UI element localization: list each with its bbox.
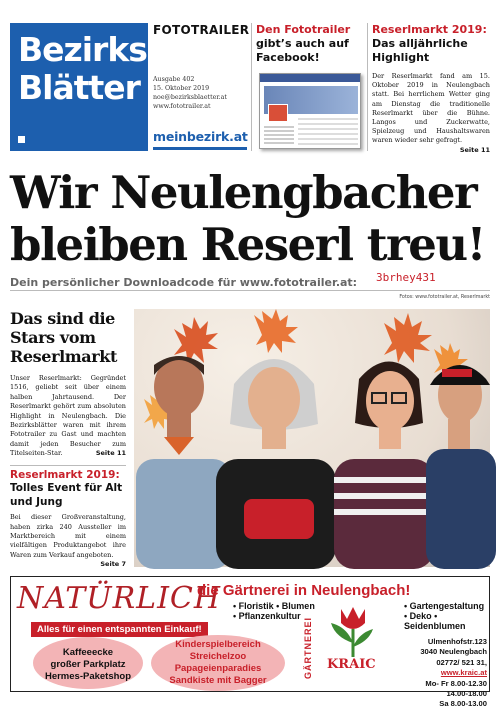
issue-email[interactable]: noe@bezirksblaetter.at: [153, 94, 227, 101]
download-code-row: [10, 271, 490, 291]
facebook-teaser-line2: gibt’s auch auf: [256, 37, 349, 50]
facebook-teaser-line3: Facebook!: [256, 51, 320, 64]
story2-kicker: Reserlmarkt 2019:: [10, 468, 120, 481]
logo-line1: Bezirks: [18, 30, 147, 69]
ad-address-line: Ulmenhofstr.123: [427, 637, 487, 646]
ad-brand: KRAIC: [327, 657, 376, 672]
reserlmarkt-teaser-body: [372, 72, 490, 154]
facebook-topbar: [260, 74, 360, 82]
reserlmarkt-teaser-kicker: Reserlmarkt 2019:: [372, 23, 487, 36]
download-code[interactable]: 3brhey431: [376, 271, 436, 284]
story2-body: [10, 513, 126, 569]
ad-tagline: die Gärtnerei in Neulengbach!: [197, 582, 411, 599]
issue-meta: [153, 75, 227, 111]
reserlmarkt-teaser[interactable]: [372, 23, 490, 155]
site-rule: [153, 147, 247, 150]
issue-web[interactable]: www.fototrailer.at: [153, 103, 211, 110]
reserlmarkt-teaser-heading: [372, 23, 490, 65]
reserlmarkt-teaser-ref[interactable]: Seite 11: [459, 145, 490, 154]
cover-photo: [134, 309, 490, 567]
ad-amenities-left: [33, 647, 143, 683]
meinbezirk-link[interactable]: meinbezirk.at: [153, 129, 248, 144]
ad-amenity: Sandkiste mit Bagger: [169, 675, 267, 686]
ad-hours: Sa 8.00-13.00: [439, 699, 487, 709]
logo-line2: Blätter: [18, 68, 140, 107]
ad-amenities-right: [151, 639, 285, 687]
story2-heading[interactable]: [10, 469, 126, 510]
fototrailer-info: [153, 23, 248, 151]
person-3: [334, 362, 434, 570]
story-separator: [10, 465, 126, 466]
ad-phone[interactable]: 02772/ 521 31,: [436, 657, 487, 667]
facebook-teaser-line1: Den Fototrailer: [256, 23, 351, 36]
headline-line2: bleiben Reserl treu!: [10, 218, 485, 271]
ad-amenity: Streichelzoo: [189, 651, 247, 662]
person-4: [426, 365, 496, 569]
divider: [367, 23, 368, 151]
person-2: [216, 359, 336, 569]
ad-amenity: Kaffeeecke: [62, 647, 114, 658]
photo-credit: Fotos: www.fototrailer.at, Reserlmarkt: [399, 295, 490, 300]
tulip-logo-icon: [323, 603, 383, 659]
story2-text: Bei dieser Großveranstaltung, haben zirka 240 Aussteller im Marktbereich mit einem vielfältigen Produktangebot ihre Waren zum Verkauf angeboten.: [10, 513, 126, 559]
issue-date: 15. Oktober 2019: [153, 85, 210, 92]
facebook-screenshot: [259, 73, 361, 149]
facebook-feed: [298, 118, 358, 146]
ad-services-right: [404, 601, 489, 631]
ad-amenity: Papageienparadies: [174, 663, 262, 674]
story1-ref[interactable]: Seite 11: [95, 449, 126, 458]
divider: [251, 23, 252, 151]
headline-line1: Wir Neulengbacher: [10, 166, 477, 219]
ad-amenity: großer Parkplatz: [50, 659, 126, 670]
facebook-teaser[interactable]: [256, 23, 364, 151]
ad-service: • Pflanzenkultur: [233, 611, 301, 621]
facebook-sidebar: [264, 126, 294, 146]
ad-address-line: 3040 Neulengbach: [420, 647, 487, 657]
ad-hours: Mo- Fr 8.00-12.30 14.00-18.00: [425, 678, 487, 699]
ad-banner: Alles für einen entspannten Einkauf!: [31, 622, 208, 637]
bezirksblaetter-logo[interactable]: [10, 23, 148, 151]
ad-service: • Gartengestaltung: [404, 601, 485, 611]
issue-number: Ausgabe 402: [153, 76, 195, 83]
advertisement-kraic[interactable]: [10, 576, 490, 709]
ad-amenity: Hermes-Paketshop: [44, 671, 132, 682]
download-code-label: Dein persönlicher Downloadcode für www.fototrailer.at:: [10, 276, 358, 289]
left-column: [10, 309, 126, 570]
reserlmarkt-teaser-text: Der Reserlmarkt fand am 15. Oktober 2019 in Neulengbach statt. Bei herrlichem Wetter ging am Dienstag die traditionelle Reserlmarkt über die Bühne. Langos und Zuckerwatte, Spielzeug und Haushaltswaren waren wieder sehr gefragt.: [372, 72, 490, 145]
ad-vertical-label: GÄRTNEREI: [303, 617, 313, 680]
story2-ref[interactable]: Seite 7: [100, 560, 126, 569]
story2-title: Tolles Event für Alt und Jung: [10, 482, 123, 508]
main-headline: [10, 167, 490, 271]
ad-contact: [409, 658, 487, 679]
ad-service: • Deko • Seidenblumen: [404, 611, 466, 631]
ad-title: NATÜRLICH: [17, 581, 222, 616]
story1-body: [10, 374, 126, 459]
ad-amenity: Kinderspielbereich: [175, 639, 261, 650]
cover-photo-illustration: [134, 309, 490, 567]
story1-text: Unser Reserlmarkt: Gegründet 1516, geliebt seit über einem halben Jahrtausend. Der Reserlmarkt gehört zum absoluten Highlight in Neulengbach. Die Bezirksblätter waren mit ihrem Fototrailer zu Gast und machten damit jeden Besucher zum Titelseiten-Star.: [10, 374, 126, 458]
ad-service: • Floristik • Blumen: [233, 601, 315, 611]
ad-address: [409, 637, 487, 710]
facebook-profile-pic: [268, 104, 288, 122]
fototrailer-kicker: FOTOTRAILER: [153, 23, 250, 37]
facebook-teaser-heading: [256, 23, 364, 65]
logo-square-icon: [18, 136, 25, 143]
ad-web-link[interactable]: www.kraic.at: [440, 668, 487, 678]
story1-title[interactable]: Das sind die Stars vom Reserlmarkt: [10, 309, 117, 366]
reserlmarkt-teaser-title: Das alljährliche Highlight: [372, 37, 468, 64]
